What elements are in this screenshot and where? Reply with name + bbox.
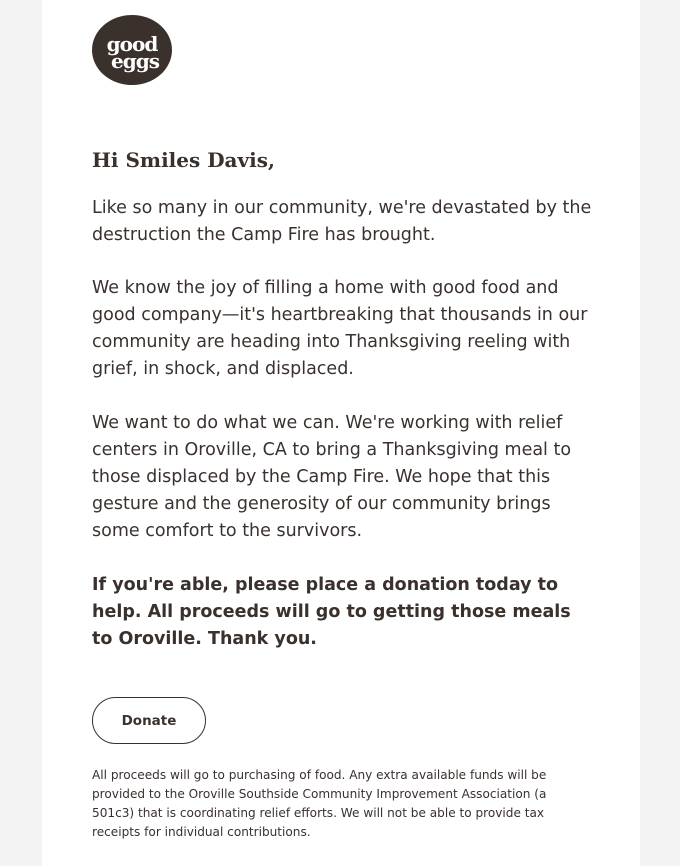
- logo-text-eggs: eggs: [111, 49, 159, 73]
- email-card: [42, 0, 640, 866]
- paragraph-donation-request: If you're able, please place a donation today to help. All proceeds will go to getting those meals to Oroville. Thank you.: [92, 575, 571, 649]
- greeting-heading: Hi Smiles Davis,: [92, 148, 275, 172]
- donate-button[interactable]: Donate: [92, 697, 206, 744]
- paragraph-relief-centers: We want to do what we can. We're working with relief centers in Oroville, CA to bring a Thanksgiving meal to those displaced by the Camp Fire. We hope that this gesture and the generosity of our community brings some comfort to the survivors.: [92, 413, 572, 541]
- fine-print: All proceeds will go to purchasing of food. Any extra available funds will be provided to the Oroville Southside Community Improvement Association (a 501c3) that is coordinating relief efforts. We will not be able to provide tax receipts for individual contributions.: [92, 768, 547, 839]
- logo-text-good: good: [106, 32, 158, 56]
- paragraph-thanksgiving: We know the joy of filling a home with good food and good company—it's heartbreaking that thousands in our community are heading into Thanksgiving reeling with grief, in shock, and displaced.: [92, 278, 588, 379]
- good-eggs-logo[interactable]: [92, 15, 172, 85]
- paragraph-devastated: Like so many in our community, we're devastated by the destruction the Camp Fire has brought.: [92, 198, 592, 245]
